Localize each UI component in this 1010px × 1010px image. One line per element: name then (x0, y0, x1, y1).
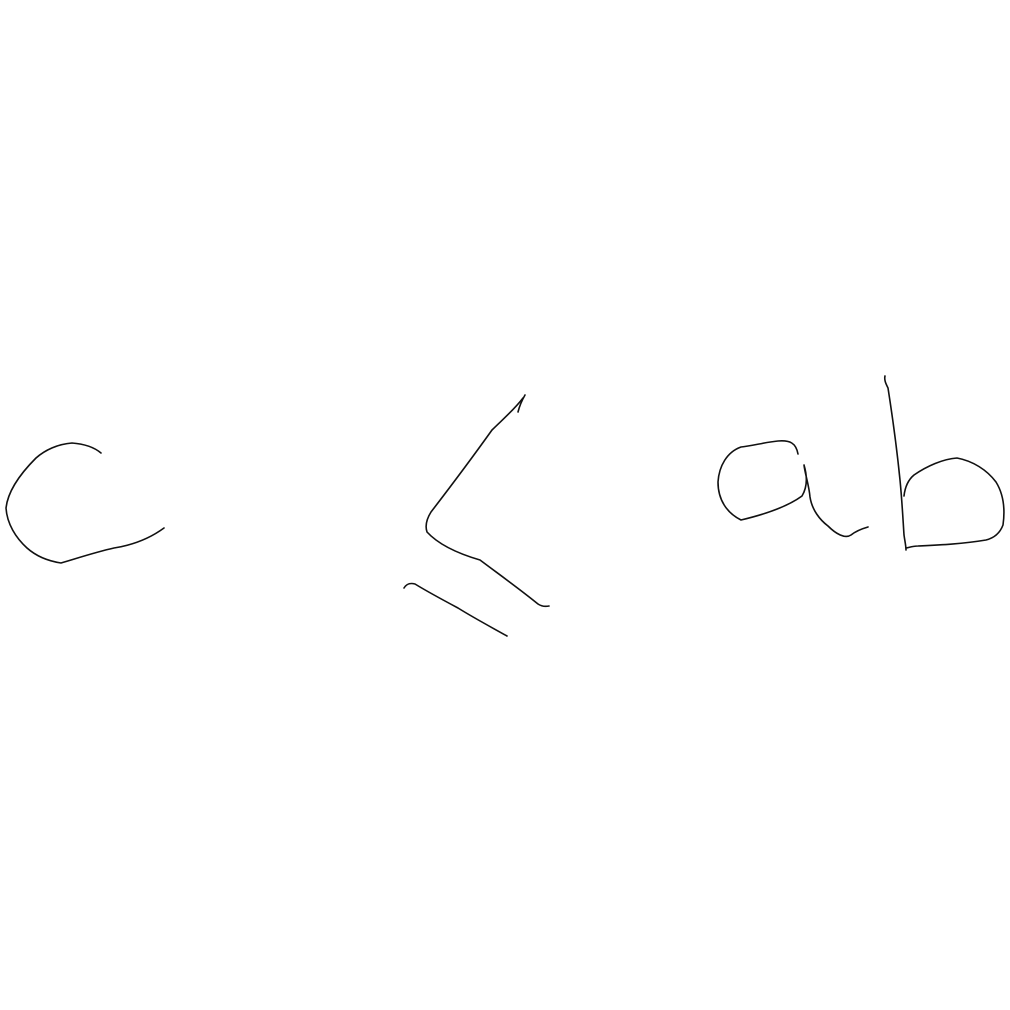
glyph-b (885, 376, 1004, 550)
glyph-less-than-or-equal (404, 395, 549, 636)
glyph-a (718, 441, 868, 537)
glyph-c (6, 443, 164, 563)
